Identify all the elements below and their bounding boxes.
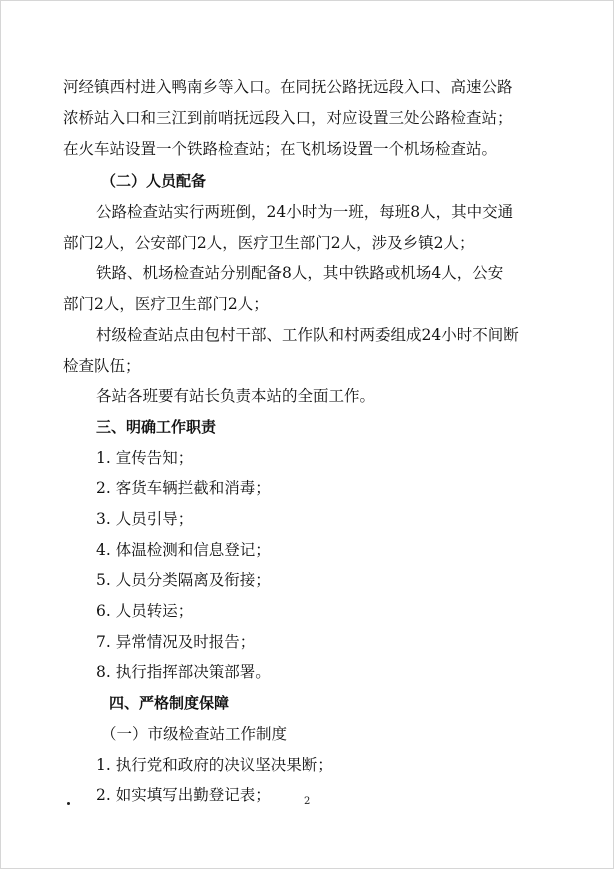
list-item: 7. 异常情况及时报告； <box>96 633 256 651</box>
text-line: 浓桥站入口和三江到前哨抚远段入口，对应设置三处公路检查站； <box>63 109 513 127</box>
text-line: 检查队伍； <box>63 357 141 375</box>
footer-dot <box>67 802 70 805</box>
section-heading: 三、明确工作职责 <box>96 418 217 436</box>
list-item: 3. 人员引导； <box>96 510 194 528</box>
page-number: 2 <box>304 796 311 807</box>
list-item: 2. 客货车辆拦截和消毒； <box>96 479 271 497</box>
list-item: 5. 人员分类隔离及衔接； <box>96 571 271 589</box>
text-line: 河经镇西村进入鸭南乡等入口。在同抚公路抚远段入口、高速公路 <box>63 78 513 96</box>
text-line: 部门2人，公安部门2人，医疗卫生部门2人，涉及乡镇2人； <box>63 234 475 252</box>
list-item: 6. 人员转运； <box>96 602 194 620</box>
list-item: 2. 如实填写出勤登记表； <box>96 786 271 804</box>
text-line: 铁路、机场检查站分别配备8人，其中铁路或机场4人，公安 <box>96 264 504 282</box>
text-line: 在火车站设置一个铁路检查站；在飞机场设置一个机场检查站。 <box>63 140 498 158</box>
text-line: 部门2人，医疗卫生部门2人； <box>63 295 269 313</box>
section-heading: （二）人员配备 <box>101 172 207 190</box>
text-line: 公路检查站实行两班倒，24小时为一班，每班8人，其中交通 <box>96 203 514 221</box>
text-line: 村级检查站点由包村干部、工作队和村两委组成24小时不间断 <box>96 326 519 344</box>
section-heading: 四、严格制度保障 <box>109 694 230 712</box>
list-item: 4. 体温检测和信息登记； <box>96 541 271 559</box>
list-item: 8. 执行指挥部决策部署。 <box>96 663 271 681</box>
list-item: 1. 宣传告知； <box>96 449 194 467</box>
list-item: 1. 执行党和政府的决议坚决果断； <box>96 756 333 774</box>
text-line: 各站各班要有站长负责本站的全面工作。 <box>96 387 376 405</box>
subsection-heading: （一）市级检查站工作制度 <box>101 725 288 743</box>
